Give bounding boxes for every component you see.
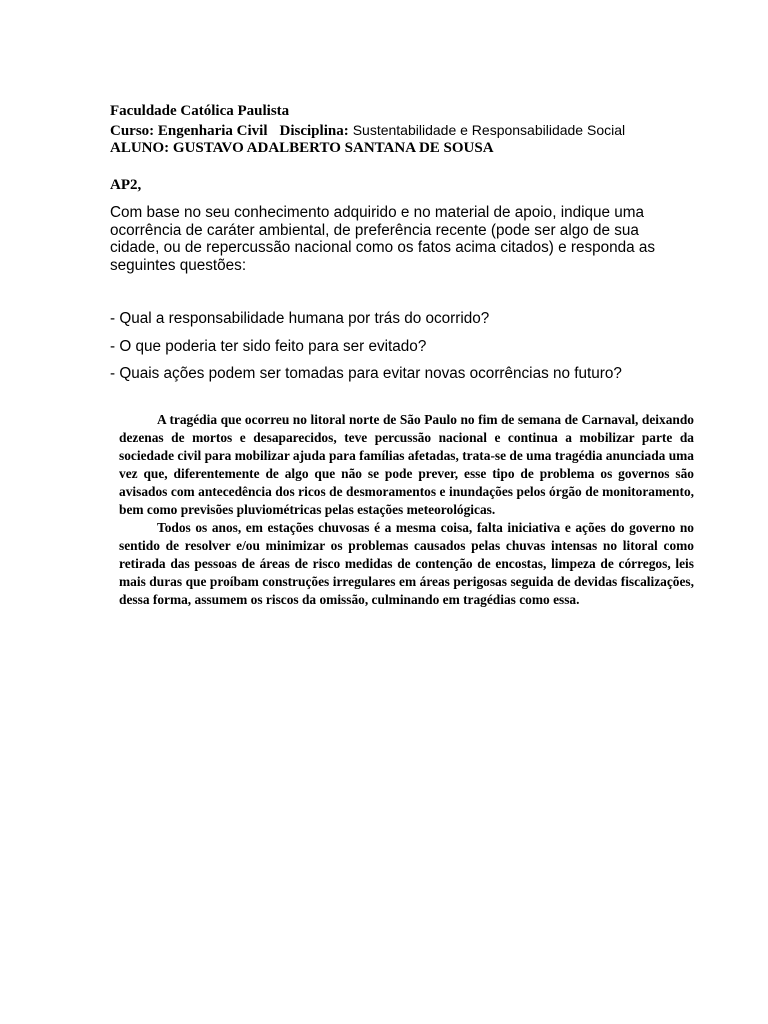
assignment-title: AP2, [110, 177, 142, 193]
answer-paragraph: Todos os anos, em estações chuvosas é a mesma coisa, falta iniciativa e ações do governo no sentido de resolver e/ou minimizar os problemas causados pelas chuvas intensas no litoral como retirada das pessoas de áreas de risco medidas de contenção de encostas, limpeza de córregos, leis mais duras que proíbam construções irregulares em áreas perigosas seguida de devidas fiscalizações, dessa forma, assumem os riscos da omissão, culminando em tragédias como essa. [119, 520, 694, 607]
question-list [110, 310, 710, 393]
discipline-label: Disciplina: [279, 122, 349, 139]
student-name: ALUNO: GUSTAVO ADALBERTO SANTANA DE SOUSA [110, 140, 494, 156]
institution-name: Faculdade Católica Paulista [110, 103, 290, 119]
question-item: - Qual a responsabilidade humana por trás do ocorrido? [110, 310, 490, 327]
document-header [110, 102, 710, 158]
course-discipline-line [110, 121, 710, 140]
course-label: Curso: Engenharia Civil [110, 122, 268, 139]
discipline-value: Sustentabilidade e Responsabilidade Social [352, 121, 626, 138]
answer-text [119, 411, 694, 609]
question-item: - O que poderia ter sido feito para ser evitado? [110, 337, 427, 355]
answer-paragraph: A tragédia que ocorreu no litoral norte de São Paulo no fim de semana de Carnaval, deixando dezenas de mortos e desaparecidos, teve percussão nacional e continua a mobilizar parte da sociedade civil para mobilizar ajuda para famílias afetadas, trata-se de uma tragédia anunciada uma vez que, diferentemente de algo que não se pode prever, esse tipo de problema os governos são avisados com antecedência dos ricos de desmoramentos e inundações pelos órgão de monitoramento, bem como previsões pluviométricas pelas estações meteorológicas. [119, 412, 694, 517]
question-item: - Quais ações podem ser tomadas para evitar novas ocorrências no futuro? [110, 365, 622, 382]
assignment-prompt: Com base no seu conhecimento adquirido e no material de apoio, indique uma ocorrência de caráter ambiental, de preferência recente (pode ser algo de sua cidade, ou de repercussão nacional como os fatos acima citados) e responda as seguintes questões: [110, 204, 656, 274]
